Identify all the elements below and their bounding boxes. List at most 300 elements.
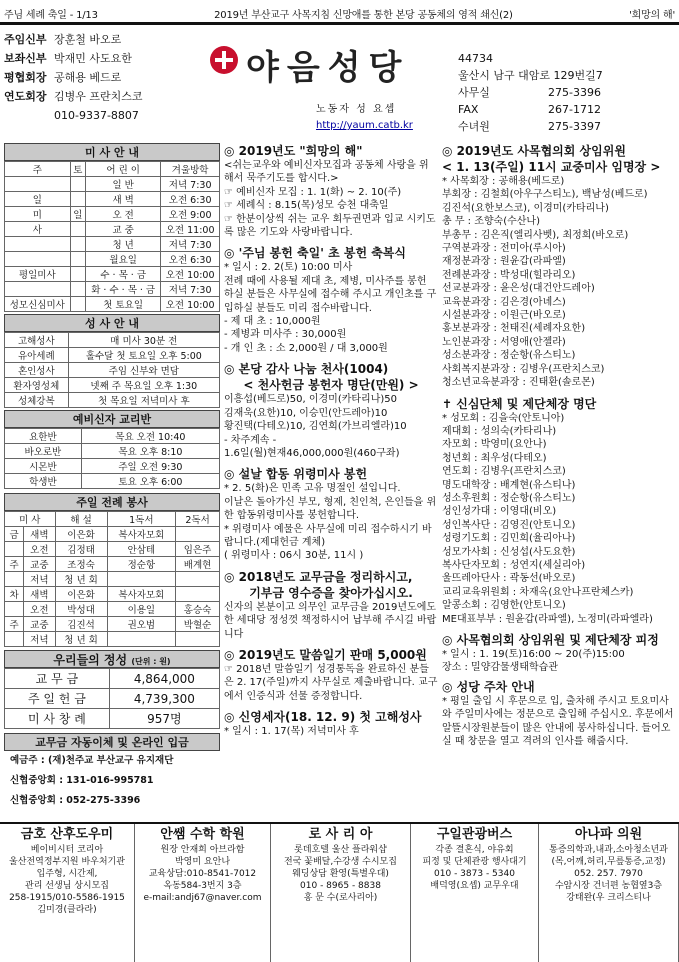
sacrament-row	[5, 393, 220, 408]
ad-line: 배덕영(요셉) 교무우대	[430, 881, 519, 891]
right-column	[442, 143, 676, 748]
mass-row-cell: 주	[5, 162, 71, 177]
sacrament-row	[5, 333, 220, 348]
council-member: 노인분과장 : 서영애(안젤라)	[442, 336, 566, 348]
group-leader: * 성모회 : 김을숙(안토니아)	[442, 412, 565, 424]
server-row-cell	[107, 572, 176, 587]
server-row-cell: 저녁	[24, 572, 55, 587]
staff-row	[4, 68, 204, 87]
mass-row	[5, 162, 220, 177]
footer-ads	[0, 822, 679, 960]
mass-row-cell	[70, 252, 85, 267]
sacrament-row	[5, 363, 220, 378]
council-member: 교육분과장 : 김은경(아녜스)	[442, 296, 566, 308]
council-member: 선교분과장 : 윤은성(대건안드레아)	[442, 283, 595, 295]
staff-name: 010-9337-8807	[54, 109, 139, 122]
notice-text: ☞ 한분이상씩 쉬는 교우 회두권면과 입교 시키도록 많은 기도와 사랑바랍니다.	[224, 213, 436, 239]
servers-head: 2독서	[176, 512, 220, 527]
servers-head: 해 설	[55, 512, 107, 527]
finance-row-cell: 주 일 헌 금	[5, 689, 110, 709]
contact-row	[458, 84, 676, 101]
server-row-cell: 청 년 회	[55, 572, 107, 587]
mass-row-cell: 오전 6:30	[161, 192, 220, 207]
mass-row-cell: 오전 6:30	[161, 252, 220, 267]
ad-box	[0, 824, 135, 962]
ad-line: 입주형, 시간제,	[36, 869, 98, 879]
server-row-cell: 조정숙	[55, 557, 107, 572]
server-row	[5, 527, 220, 542]
group-leader: 알콩소회 : 김영한(안토니오)	[442, 600, 566, 612]
servers-title: 주일 전례 봉사	[4, 493, 220, 511]
server-row	[5, 587, 220, 602]
notice-text: 김재욱(요한)10, 이승민(안드레아)10	[224, 407, 388, 419]
staff-row	[4, 87, 204, 106]
server-row-cell	[5, 632, 24, 647]
ad-box	[135, 824, 271, 962]
mass-table	[4, 161, 220, 312]
catechism-row-cell: 목요 오후 8:10	[81, 444, 219, 459]
notice-block	[224, 569, 438, 641]
mass-row	[5, 237, 220, 252]
staff-name: 박재민 사도요한	[54, 52, 132, 65]
servers-head: 1독서	[107, 512, 176, 527]
mass-row-cell: 저녁 7:30	[161, 237, 220, 252]
server-row-cell	[176, 572, 220, 587]
mass-row-cell: 오전 10:00	[161, 297, 220, 312]
mass-row-cell: 일	[5, 192, 71, 207]
ad-line: 롯데호텔 울산 플라워샵	[294, 845, 387, 855]
server-row	[5, 632, 220, 647]
mass-row-cell: 청 년	[86, 237, 161, 252]
mass-row-cell: 토	[70, 162, 85, 177]
council-member: 홍보분과장 : 천태진(세례자요한)	[442, 323, 586, 335]
mass-row-cell: 일 반	[86, 177, 161, 192]
ad-line: 강태완(우 크리스티나	[566, 893, 651, 903]
council-member: 김진석(요한보스코), 이경미(카타리나)	[442, 202, 609, 214]
notice-text: * 일시 : 1. 17(목) 저녁미사 후	[224, 726, 359, 738]
address: 울산시 남구 대암로 129번길7	[458, 69, 603, 82]
ad-line: 교육상담:010-8541-7012	[148, 869, 257, 879]
ad-line: 옥동584-3번지 3층	[163, 881, 242, 891]
bank-account-2: 신협중앙회 : 052-275-3396	[10, 795, 141, 806]
server-row-cell	[5, 572, 24, 587]
mass-row	[5, 252, 220, 267]
sacrament-row-cell: 고해성사	[5, 333, 69, 348]
notice-title: ◎ 본당 감사 나눔 천사(1004)	[224, 362, 389, 377]
sacrament-row-cell: 혼인성사	[5, 363, 69, 378]
notice-text: <쉬는교우와 예비신자모집과 공동체 사랑을 위해서 묵주기도를 합시다.>	[224, 160, 429, 185]
server-row-cell: 임은주	[176, 542, 220, 557]
mass-row-cell: 오전 9:00	[161, 207, 220, 222]
notice-text: 전례 때에 사용될 제대 초, 제병, 미사주를 봉헌 하실 분들은 사무실에 접수해 주시고 개인초를 구입하실 분들도 미리 접수바랍니다.	[224, 275, 437, 314]
notice-text: ☞ 세례식 : 8.15(목)성모 승천 대축일	[224, 200, 389, 212]
council-member: 성소분과장 : 정순항(유스티노)	[442, 350, 576, 362]
notice-title: ◎ 2018년도 교무금을 정리하시고,	[224, 569, 413, 584]
catechism-row	[5, 474, 220, 489]
contact-row	[458, 101, 676, 118]
notice-subtitle: < 천사헌금 봉헌자 명단(만원) >	[243, 378, 419, 393]
ad-line: 홍 문 수(로사리아)	[303, 893, 378, 903]
mass-row-cell: 사	[5, 222, 71, 237]
ad-title: 구일관광버스	[436, 827, 513, 842]
server-row-cell: 김정태	[55, 542, 107, 557]
group-leader: 성모가사회 : 신성섭(사도요한)	[442, 546, 576, 558]
notice-title: ◎ 2019년도 "희망의 해"	[224, 144, 363, 158]
cross-logo-icon	[210, 46, 238, 74]
mass-row-cell: 수 · 목 · 금	[86, 267, 161, 282]
mass-title: 미 사 안 내	[4, 143, 220, 161]
notice-title: ◎ 신영세자(18. 12. 9) 첫 고해성사	[224, 710, 422, 725]
sacrament-title: 성 사 안 내	[4, 314, 220, 332]
ad-line: 수암시장 건너편 농협옆3층	[554, 881, 663, 891]
bank-account-1: 신협중앙회 : 131-016-995781	[10, 775, 154, 786]
finance-row	[5, 669, 220, 689]
mass-row	[5, 222, 220, 237]
middle-column	[224, 143, 438, 745]
retreat-text: 장소 : 밀양감물생태학습관	[442, 662, 558, 674]
council-member: 전례분과장 : 박성대(힐라리오)	[442, 269, 576, 281]
staff-row	[4, 30, 204, 49]
catechism-row	[5, 459, 220, 474]
parking-text: * 평일 출입 시 후문으로 입, 출차해 주시고 토요미사와 주일미사에는 정문으로 출입해 주십시오. 후문에서 알뜰시장원분들이 많은 안내에 봉사하십니다. 들어오실 때 창문을 열고 격려의 인사를 해줍시다.	[442, 695, 674, 748]
mass-row-cell	[70, 282, 85, 297]
finance-table	[4, 668, 220, 729]
mass-row-cell: 저녁 7:30	[161, 282, 220, 297]
group-leader: ME대표부부 : 원윤갑(라파엘), 노정미(라파엘라)	[442, 613, 653, 625]
mass-row-cell	[5, 282, 71, 297]
sacrament-row-cell: 매 미사 30분 전	[68, 333, 219, 348]
server-row-cell	[5, 542, 24, 557]
finance-row-cell: 교 무 금	[5, 669, 110, 689]
left-column	[4, 143, 220, 811]
contact-label: FAX	[458, 103, 479, 116]
catechism-table	[4, 428, 220, 489]
notice-title: ◎ 2019년도 말씀일기 판매 5,000원	[224, 647, 427, 662]
group-leader: 성인복사단 : 김영진(안토니오)	[442, 519, 576, 531]
servers-head: 미 사	[5, 512, 56, 527]
mass-row-cell: 성모신심미사	[5, 297, 71, 312]
group-leader: 제대회 : 성의숙(카타리나)	[442, 425, 557, 437]
catechism-row-cell: 요한반	[5, 429, 82, 444]
server-row-cell: 박혈순	[176, 617, 220, 632]
server-row	[5, 602, 220, 617]
staff-name: 공해용 베드로	[54, 71, 122, 84]
notice-text: 1.6일(월)현재46,000,000원(460구좌)	[224, 447, 400, 459]
sacrament-row-cell: 환자영성체	[5, 378, 69, 393]
ad-box	[271, 824, 411, 962]
notice-text: * 위령미사 예물은 사무실에 미리 접수하시기 바랍니다.(제대헌금 계체)	[224, 523, 432, 548]
server-row-cell	[176, 527, 220, 542]
website-link[interactable]: http://yaum.catb.kr	[316, 120, 413, 131]
group-leader: 명도대학장 : 배계현(유스티나)	[442, 479, 576, 491]
ad-line: 010 - 8965 - 8838	[300, 881, 381, 891]
notice-subtitle: 기부금 영수증을 찾아가십시오.	[249, 585, 413, 600]
finance-row-cell: 4,739,300	[109, 689, 219, 709]
mass-row-cell	[5, 177, 71, 192]
sacrament-row-cell: 넷째 주 목요일 오후 1:30	[68, 378, 219, 393]
catechism-row-cell: 시몬반	[5, 459, 82, 474]
mass-row-cell: 오전 10:00	[161, 267, 220, 282]
bank-info	[4, 751, 220, 811]
contact-label: 사무실	[458, 86, 490, 99]
catechism-row-cell: 학생반	[5, 474, 82, 489]
mass-row	[5, 282, 220, 297]
mass-row-cell: 미	[5, 207, 71, 222]
server-row-cell: 배계현	[176, 557, 220, 572]
server-row-cell: 홍승숙	[176, 602, 220, 617]
mass-row-cell	[70, 237, 85, 252]
server-row-cell: 금	[5, 527, 24, 542]
staff-role: 주임신부	[4, 33, 47, 46]
sacrament-row-cell: 주임 신부와 면담	[68, 363, 219, 378]
server-row-cell	[176, 587, 220, 602]
ad-box	[539, 824, 679, 962]
notice-block	[224, 143, 438, 239]
catechism-row-cell: 토요 오후 6:00	[81, 474, 219, 489]
staff-role: 평협회장	[4, 71, 47, 84]
church-name: 야음성당	[246, 48, 410, 88]
mass-row	[5, 267, 220, 282]
server-row-cell: 박성대	[55, 602, 107, 617]
council-subtitle: < 1. 13(주일) 11시 교중미사 임명장 >	[442, 160, 661, 174]
finance-row	[5, 689, 220, 709]
mass-row	[5, 192, 220, 207]
mass-row-cell: 저녁 7:30	[161, 177, 220, 192]
ad-box	[411, 824, 539, 962]
server-row-cell: 저녁	[24, 632, 55, 647]
notice-title: ◎ '주님 봉헌 축일' 초 봉헌 축복식	[224, 246, 406, 261]
finance-row-cell: 957명	[109, 709, 219, 729]
server-row-cell: 새벽	[24, 587, 55, 602]
parking-title: ◎ 성당 주차 안내	[442, 679, 535, 694]
ad-title: 로 사 리 아	[308, 827, 373, 842]
staff-role: 보좌신부	[4, 52, 47, 65]
group-leader: 자모회 : 박영미(요안나)	[442, 439, 547, 451]
sacrament-row-cell: 첫 목요일 저녁미사 후	[68, 393, 219, 408]
council-member: 청소년교육분과장 : 진태환(솔로몬)	[442, 377, 595, 389]
catechism-row-cell: 바오로반	[5, 444, 82, 459]
ad-line: 울산전역정부지원 바우처기관	[9, 857, 125, 867]
ad-title: 아나파 의원	[574, 827, 643, 842]
server-row-cell: 청 년 회	[55, 632, 107, 647]
retreat-title: ◎ 사목협의회 상임위원 및 제단체장 피정	[442, 633, 659, 647]
ad-line: 웨딩상담 환영(특별우대)	[292, 869, 389, 879]
sacrament-row-cell: 성체강복	[5, 393, 69, 408]
notice-text: 신자의 본분이고 의무인 교무금을 2019년도에도 한 세대당 정성껏 책정하시어 납부해 주시길 바랍니다	[224, 601, 437, 640]
mass-row-cell: 첫 토요일	[86, 297, 161, 312]
groups-title: ✝ 신심단체 및 제단체장 명단	[442, 396, 597, 411]
council-member: * 사목회장 : 공해용(베드로)	[442, 176, 565, 187]
mass-row-cell	[5, 237, 71, 252]
ad-title: 안쌤 수학 학원	[160, 827, 245, 842]
servers-table	[4, 511, 220, 647]
council-member: 구역분과장 : 전미아(루시아)	[442, 243, 566, 255]
ad-line: 원장 안재희 아브라함	[160, 845, 245, 855]
ad-title: 금호 산후도우미	[20, 827, 114, 842]
server-row-cell: 교중	[24, 557, 55, 572]
group-leader: 성령기도회 : 김민희(율리아나)	[442, 533, 576, 545]
notice-text: * 2. 5(화)은 민족 고유 명절인 설입니다.	[224, 483, 401, 495]
server-row-cell: 권오범	[107, 617, 176, 632]
server-row-cell: 안삼테	[107, 542, 176, 557]
contact-value: 275-3397	[548, 120, 601, 133]
mass-row-cell: 일	[70, 207, 85, 222]
staff-info	[4, 30, 204, 125]
council-member: 재정분과장 : 원윤갑(라파엘)	[442, 256, 566, 268]
server-row-cell: 이은화	[55, 527, 107, 542]
finance-row-cell: 미 사 창 례	[5, 709, 110, 729]
contact-value: 267-1712	[548, 103, 601, 116]
patron-saint: 노동자 성 요셉	[316, 104, 397, 115]
server-row-cell	[176, 632, 220, 647]
server-row-cell: 이용일	[107, 602, 176, 617]
ad-line: 010 - 3873 - 5340	[434, 869, 515, 879]
notice-title: ◎ 설날 합동 위령미사 봉헌	[224, 467, 368, 482]
group-leader: 복사단자모회 : 성연지(세실리아)	[442, 559, 586, 571]
retreat-text: * 일시 : 1. 19(토)16:00 ~ 20(주)15:00	[442, 649, 625, 660]
staff-role	[4, 106, 54, 125]
notice-text: ☞ 2018년 말씀일기 성경통독을 완료하신 분들은 2. 17(주일)까지 사무실로 제출바랍니다. 교구에서 인증식과 선물 증정합니다.	[224, 663, 438, 702]
finance-title: 우리들의 정성 (단위 : 원)	[4, 650, 220, 668]
contact-info	[458, 50, 676, 135]
catechism-row	[5, 444, 220, 459]
server-row-cell: 주	[5, 557, 24, 572]
notice-block	[224, 245, 438, 355]
council-title: ◎ 2019년도 사목협의회 상임위원	[442, 144, 626, 158]
sacrament-table	[4, 332, 220, 408]
server-row-cell	[107, 632, 176, 647]
group-leader: 청년회 : 최우성(다테오)	[442, 452, 547, 464]
mass-row-cell: 오 전	[86, 207, 161, 222]
group-leader: 성소후원회 : 정순항(유스티노)	[442, 492, 576, 504]
group-leader: 연도회 : 김병우(프란치스코)	[442, 466, 566, 478]
contact-value: 275-3396	[548, 86, 601, 99]
catechism-row-cell: 목요 오전 10:40	[81, 429, 219, 444]
catechism-row	[5, 429, 220, 444]
group-leader: 울뜨레아단사 : 곽동선(바오로)	[442, 573, 576, 585]
ad-line: 베이비시터 코리아	[30, 845, 104, 855]
server-row-cell: 김진석	[55, 617, 107, 632]
contact-label: 수녀원	[458, 120, 490, 133]
server-row-cell: 교중	[24, 617, 55, 632]
staff-row	[4, 49, 204, 68]
mass-row-cell	[70, 297, 85, 312]
ad-line: 258-1915/010-5586-1915	[9, 893, 125, 903]
notice-text: - 제 대 초 : 10,000원	[224, 316, 321, 328]
group-leader: 교리교육위원회 : 차재옥(요안나프란체스카)	[442, 586, 634, 598]
sacrament-row	[5, 348, 220, 363]
notice-text: 이날은 돌아가신 부모, 형제, 친인척, 은인들을 위한 합동위령미사를 봉헌합니다.	[224, 496, 437, 522]
mass-row-cell: 월요일	[86, 252, 161, 267]
sacrament-row-cell: 홀수달 첫 토요일 오후 5:00	[68, 348, 219, 363]
council-member: 시설분과장 : 이원근(바오로)	[442, 310, 566, 322]
ad-line: 박영미 요안나	[174, 857, 231, 867]
mass-row-cell	[70, 177, 85, 192]
sacrament-row-cell: 유아세례	[5, 348, 69, 363]
ad-line: 관리 선생님 상시모집	[25, 881, 109, 891]
ad-line: e-mail:andj67@naver.com	[143, 893, 262, 903]
server-row-cell: 차	[5, 587, 24, 602]
server-row-cell	[5, 602, 24, 617]
notice-text: 황진택(다테오)10, 김연희(가브리엘라)10	[224, 421, 407, 433]
header-right: '희망의 해'	[629, 10, 675, 21]
mass-row-cell	[70, 192, 85, 207]
server-row-cell: 복사자모회	[107, 587, 176, 602]
server-row-cell: 오전	[24, 602, 55, 617]
staff-row	[4, 106, 204, 125]
server-row	[5, 572, 220, 587]
mass-row-cell	[5, 252, 71, 267]
notice-text: * 일시 : 2. 2(토) 10:00 미사	[224, 262, 353, 274]
contact-row	[458, 118, 676, 135]
catechism-row-cell: 주일 오전 9:30	[81, 459, 219, 474]
catechism-title: 예비신자 교리반	[4, 410, 220, 428]
ad-line: 통증의학과,내과,소아청소년과	[549, 845, 668, 855]
staff-name: 장훈철 바오로	[54, 33, 122, 46]
servers-head-row	[5, 512, 220, 527]
notice-text: ( 위령미사 : 06시 30분, 11시 )	[224, 550, 364, 562]
mass-row-cell: 평일미사	[5, 267, 71, 282]
council-member: 총 무 : 조향숙(수산나)	[442, 216, 540, 228]
online-notice: 교무금 자동이체 및 온라인 입금	[4, 733, 220, 751]
server-row-cell: 새벽	[24, 527, 55, 542]
council-member: 부총무 : 김은직(엘리사벳), 최정희(바오로)	[442, 229, 629, 241]
staff-role: 연도회장	[4, 90, 47, 103]
notice-text: ☞ 예비신자 모집 : 1. 1(화) ~ 2. 10(주)	[224, 186, 402, 198]
server-row	[5, 617, 220, 632]
ad-line: (목,어깨,허리,무릎통증,교정)	[551, 857, 666, 867]
council-member: 사회복지분과장 : 김병우(프란치스코)	[442, 363, 605, 375]
council-member: 부회장 : 김철희(아우구스티노), 백남성(베드로)	[442, 189, 648, 201]
server-row	[5, 542, 220, 557]
mass-row	[5, 297, 220, 312]
group-leader: 성인성가대 : 이영대(비오)	[442, 506, 557, 518]
header-middle: 2019년 부산교구 사목지침 신망애를 통한 본당 공동체의 영적 쇄신(2)	[214, 10, 513, 21]
server-row-cell: 오전	[24, 542, 55, 557]
ad-line: 전국 꽃배달,수강생 수시모집	[284, 857, 397, 867]
header-divider	[0, 22, 679, 25]
notice-text: 이흥섭(베드로)50, 이경미(카타리나)50	[224, 394, 397, 406]
mass-row-cell: 화 · 수 · 목 · 금	[86, 282, 161, 297]
server-row	[5, 557, 220, 572]
notice-text: - 개 인 초 : 소 2,000원 / 대 3,000원	[224, 342, 388, 354]
finance-row	[5, 709, 220, 729]
ad-line: 피정 및 단체관광 행사대기	[422, 857, 527, 867]
mass-row-cell	[70, 222, 85, 237]
mass-row	[5, 177, 220, 192]
mass-row-cell	[70, 267, 85, 282]
ad-line: 052. 257. 7970	[574, 869, 643, 879]
bank-owner: 예금주 : (재)천주교 부산교구 유지재단	[10, 755, 174, 766]
mass-row-cell: 겨울방학	[161, 162, 220, 177]
notice-text: - 제병과 미사주 : 30,000원	[224, 329, 347, 341]
mass-row	[5, 207, 220, 222]
finance-row-cell: 4,864,000	[109, 669, 219, 689]
mass-row-cell: 새 벽	[86, 192, 161, 207]
staff-name: 김병우 프란치스코	[54, 90, 143, 103]
notice-block	[224, 647, 438, 703]
notice-block	[224, 466, 438, 562]
sacrament-row	[5, 378, 220, 393]
server-row-cell: 복사자모회	[107, 527, 176, 542]
header-left: 주님 세례 축일 - 1/13	[4, 10, 98, 21]
mass-row-cell: 오전 11:00	[161, 222, 220, 237]
notice-block	[224, 709, 438, 738]
server-row-cell: 정순항	[107, 557, 176, 572]
server-row-cell: 주	[5, 617, 24, 632]
zip-code: 44734	[458, 52, 493, 65]
mass-row-cell: 어 린 이	[86, 162, 161, 177]
